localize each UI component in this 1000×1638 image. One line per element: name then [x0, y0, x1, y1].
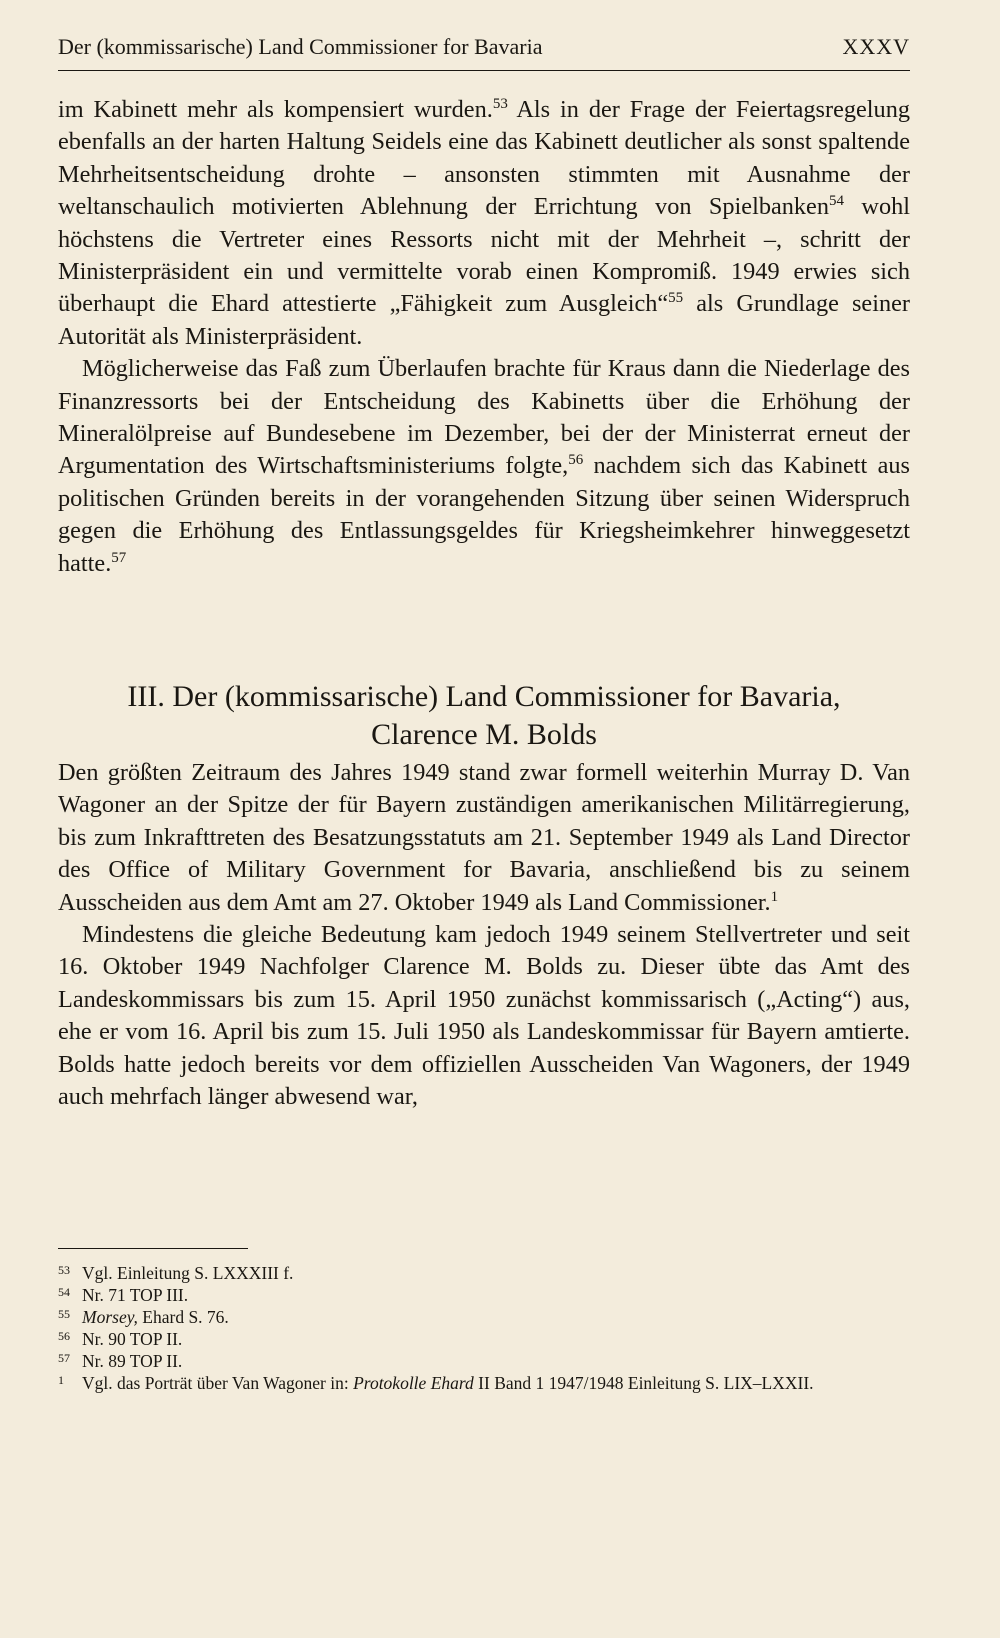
section-heading-line-1: III. Der (kommissarische) Land Commissioner for Bavaria, — [127, 680, 841, 713]
text-run: Den größten Zeitraum des Jahres 1949 stand zwar formell weiterhin Murray D. Van Wagoner an der Spitze der für Bayern zuständigen amerikanischen Militärregierung, bis zum Inkrafttreten des Besatzungsstatuts am 21. September 1949 als Land Director des Office of Military Government for Bavaria, anschließend bis zu seinem Ausscheiden aus dem Amt am 27. Oktober 1949 als Land Commissioner. — [58, 759, 910, 916]
footnote-text: Nr. 90 TOP II. — [82, 1329, 183, 1349]
work-title: Protokolle Ehard — [353, 1373, 474, 1393]
section-heading — [58, 678, 910, 754]
text-run: Möglicherweise das Faß zum Überlaufen brachte für Kraus dann die Niederlage des Finanzressorts bei der Entscheidung des Kabinetts über die Erhöhung der Mineralölpreise auf Bundesebene im Dezember, bei der der Ministerrat erneut der Argumentation des Wirtschaftsministeriums folgte, — [58, 355, 910, 480]
footnotes — [58, 1262, 910, 1394]
running-title: Der (kommissarische) Land Commissioner for Bavaria — [58, 34, 543, 59]
footnote-56 — [58, 1328, 910, 1350]
footnote-text: Nr. 89 TOP II. — [82, 1351, 183, 1371]
footnote-ref-57[interactable]: 57 — [111, 549, 127, 566]
text-run: Ehard S. 76. — [137, 1307, 229, 1327]
paragraph — [58, 353, 910, 580]
footnote-53 — [58, 1262, 910, 1284]
footnote-text: Nr. 71 TOP III. — [82, 1285, 189, 1305]
footnote-text — [82, 1306, 910, 1328]
footnote-ref-53[interactable]: 53 — [492, 96, 508, 112]
footnote-ref-1[interactable]: 1 — [770, 888, 779, 905]
footnote-number: 53 — [58, 1263, 70, 1277]
footnote-text — [82, 1372, 910, 1394]
footnote-ref-55[interactable]: 55 — [668, 290, 684, 307]
text-run: als Grundlage seiner Autorität als Ministerpräsident. — [58, 290, 910, 350]
footnote-separator — [58, 1248, 248, 1249]
text-run: Mindestens die gleiche Bedeutung kam jedoch 1949 seinem Stellvertreter und seit 16. Oktober 1949 Nachfolger Clarence M. Bolds zu. Dieser übte das Amt des Landeskommissars bis zum 15. April 1950 zunächst kommissarisch („Acting“) aus, ehe er vom 16. April bis zum 15. Juli 1950 als Landeskommissar für Bayern amtierte. Bolds hatte jedoch bereits vor dem offiziellen Ausscheiden Van Wagoners, der 1949 auch mehrfach länger abwesend war, — [58, 921, 910, 1111]
text-run: Vgl. das Porträt über Van Wagoner in: — [82, 1373, 354, 1393]
footnote-57 — [58, 1350, 910, 1372]
footnote-number: 54 — [58, 1285, 70, 1299]
text-run: wohl höchstens die Vertreter eines Ressorts nicht mit der Mehrheit –, schritt der Ministerpräsident ein und vermittelte vorab einen Kompromiß. 1949 erwies sich überhaupt die Ehard attestierte „Fähigkeit zum Ausgleich“ — [58, 193, 910, 318]
section-heading-line-2: Clarence M. Bolds — [371, 718, 597, 751]
footnote-ref-56[interactable]: 56 — [568, 452, 584, 469]
footnote-text: Vgl. Einleitung S. LXXXIII f. — [82, 1263, 294, 1283]
footnote-number: 56 — [58, 1329, 70, 1343]
footnote-number: 57 — [58, 1351, 70, 1365]
text-run: Als in der Frage der Feiertagsregelung ebenfalls an der harten Haltung Seidels eine das Kabinett deutlicher als sonst spaltende Mehrheitsentscheidung drohte – ansonsten stimmten mit Ausnahme der weltanschaulich motivierten Ablehnung der Errichtung von Spielbanken — [58, 96, 910, 221]
body-text-bottom — [58, 757, 910, 1113]
paragraph — [58, 757, 910, 919]
page-number: XXXV — [842, 34, 910, 59]
footnote-number: 55 — [58, 1307, 70, 1321]
text-run: nachdem sich das Kabinett aus politischen Gründen bereits in der vorangehenden Sitzung über seinen Widerspruch gegen die Erhöhung des Entlassungsgeldes für Kriegsheimkehrer hinweggesetzt hatte. — [58, 452, 910, 577]
footnote-54 — [58, 1284, 910, 1306]
running-head — [58, 34, 910, 60]
footnote-1 — [58, 1372, 910, 1394]
text-run: II Band 1 1947/1948 Einleitung S. LIX–LXXII. — [473, 1373, 814, 1393]
paragraph — [58, 919, 910, 1113]
paragraph — [58, 94, 910, 353]
footnote-number: 1 — [58, 1373, 64, 1387]
author-name: Morsey, — [82, 1307, 138, 1327]
footnote-55 — [58, 1306, 910, 1328]
body-text-top — [58, 94, 910, 580]
footnote-ref-54[interactable]: 54 — [829, 193, 844, 210]
text-run: im Kabinett mehr als kompensiert wurden. — [58, 96, 493, 123]
header-rule — [58, 70, 910, 71]
